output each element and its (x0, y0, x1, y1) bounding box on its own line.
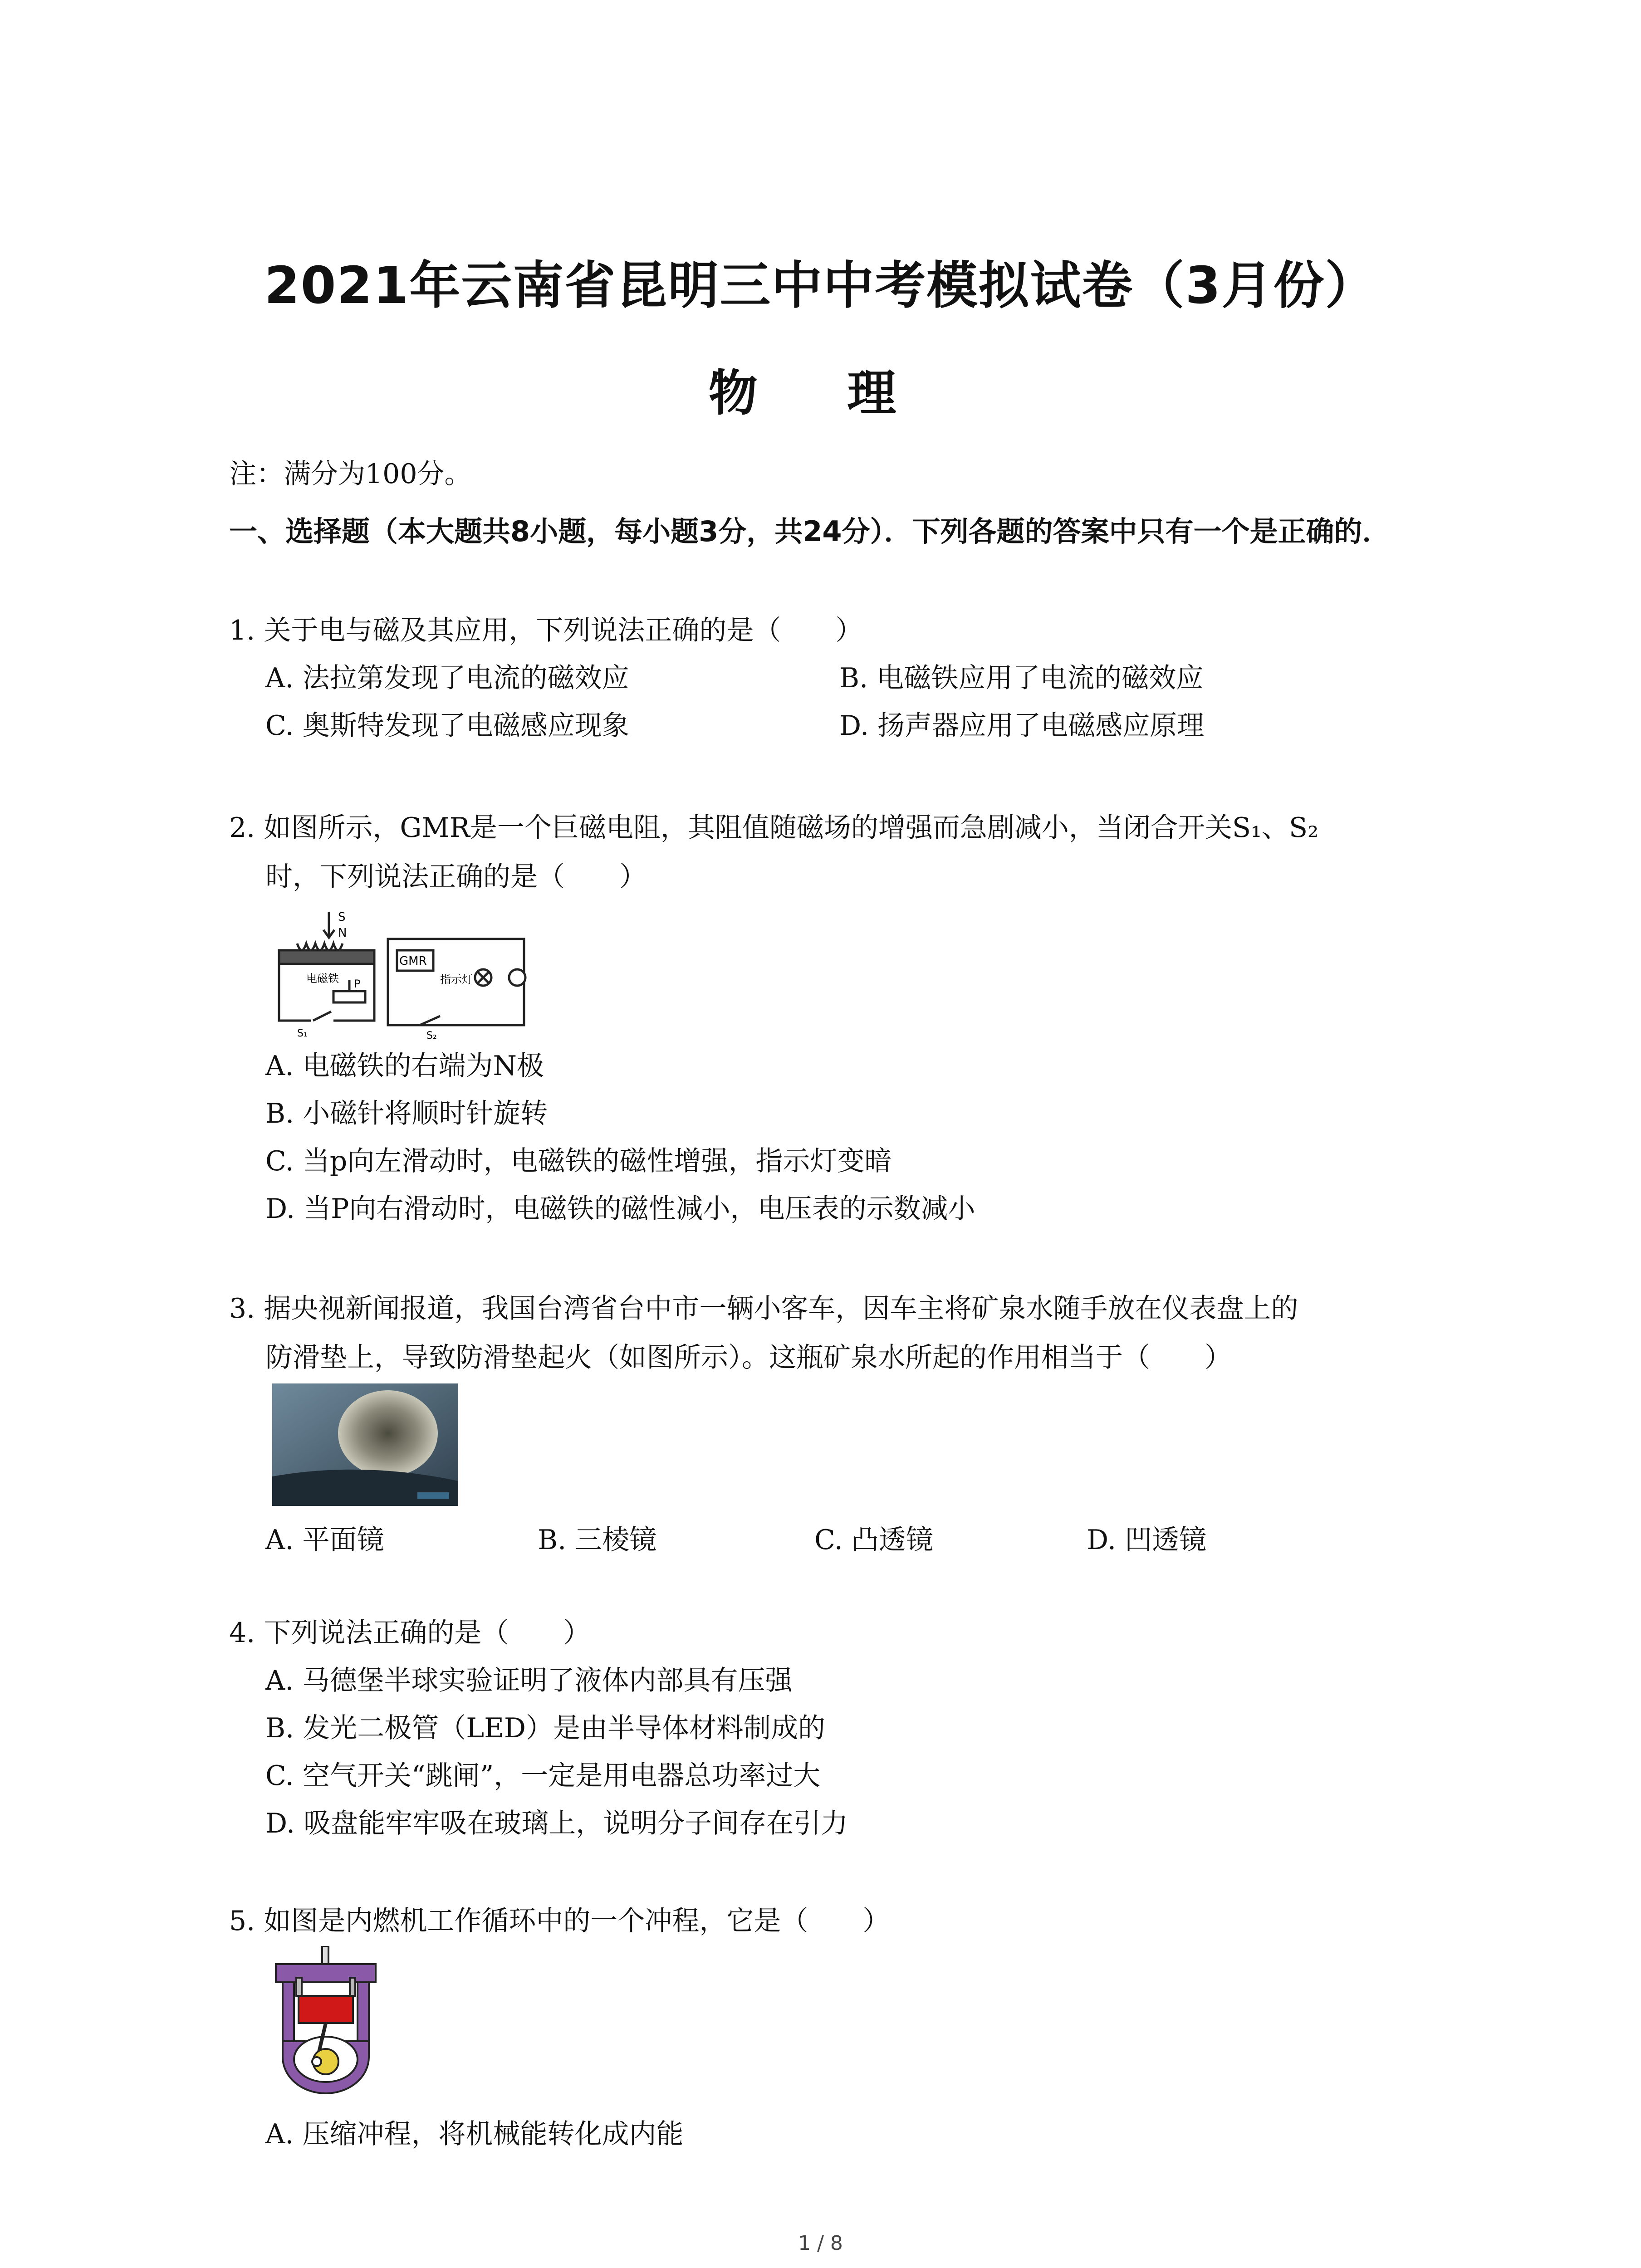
question-2-circuit-diagram (270, 905, 533, 1041)
question-2-stem-line2: 时，下列说法正确的是（ ） (265, 861, 647, 893)
question-4-option-b: B. 发光二极管（LED）是由半导体材料制成的 (265, 1712, 825, 1744)
question-1-option-a: A. 法拉第发现了电流的磁效应 (265, 662, 629, 694)
question-3-stem-line2: 防滑垫上，导致防滑垫起火（如图所示）。这瓶矿泉水所起的作用相当于（ ） (265, 1342, 1232, 1374)
page-title: 2021年云南省昆明三中中考模拟试卷（3月份） (264, 256, 1377, 315)
page-number: 1 / 8 (798, 2232, 843, 2255)
question-4-stem: 4. 下列说法正确的是（ ） (229, 1617, 591, 1649)
label-electromagnet: 电磁铁 (306, 972, 339, 985)
question-3-option-d: D. 凹透镜 (1087, 1524, 1207, 1556)
question-1-stem: 1. 关于电与磁及其应用，下列说法正确的是（ ） (229, 615, 863, 646)
question-1-option-c: C. 奥斯特发现了电磁感应现象 (265, 710, 629, 742)
section-heading: 一、选择题（本大题共8小题，每小题3分，共24分）．下列各题的答案中只有一个是正确的． (229, 515, 1391, 548)
label-gmr: GMR (399, 954, 427, 968)
question-4-option-a: A. 马德堡半球实验证明了液体内部具有压强 (265, 1665, 793, 1696)
question-2-option-b: B. 小磁针将顺时针旋转 (265, 1098, 548, 1129)
label-s2: S₂ (426, 1030, 437, 1041)
question-2-option-d: D. 当P向右滑动时，电磁铁的磁性减小，电压表的示数减小 (265, 1193, 975, 1225)
question-3-option-c: C. 凸透镜 (814, 1524, 933, 1556)
label-indicator-lamp: 指示灯 (440, 973, 473, 986)
question-2-stem-line1: 2. 如图所示，GMR是一个巨磁电阻，其阻值随磁场的增强而急剧减小，当闭合开关S₁、S₂ (229, 812, 1319, 844)
label-n: N (338, 926, 347, 940)
question-3-option-b: B. 三棱镜 (538, 1524, 657, 1556)
question-3-option-a: A. 平面镜 (265, 1524, 384, 1556)
label-s: S (338, 910, 346, 924)
question-2-option-c: C. 当p向左滑动时，电磁铁的磁性增强，指示灯变暗 (265, 1145, 892, 1177)
question-5-option-a: A. 压缩冲程，将机械能转化成内能 (265, 2118, 684, 2150)
question-1-option-b: B. 电磁铁应用了电流的磁效应 (839, 662, 1204, 694)
label-p: P (354, 978, 361, 990)
question-4-option-c: C. 空气开关“跳闸”，一定是用电器总功率过大 (265, 1760, 821, 1792)
question-5-engine-diagram (271, 1946, 380, 2096)
question-3-dashboard-photo (272, 1383, 458, 1506)
question-1-option-d: D. 扬声器应用了电磁感应原理 (839, 710, 1205, 742)
question-5-stem: 5. 如图是内燃机工作循环中的一个冲程，它是（ ） (229, 1905, 890, 1937)
score-note: 注：满分为100分。 (229, 458, 472, 490)
question-2-option-a: A. 电磁铁的右端为N极 (265, 1050, 544, 1082)
label-s1: S₁ (297, 1028, 308, 1039)
subject-title: 物 理 (708, 365, 933, 422)
question-3-stem-line1: 3. 据央视新闻报道，我国台湾省台中市一辆小客车，因车主将矿泉水随手放在仪表盘上的 (229, 1293, 1298, 1325)
question-4-option-d: D. 吸盘能牢牢吸在玻璃上，说明分子间存在引力 (265, 1808, 848, 1839)
